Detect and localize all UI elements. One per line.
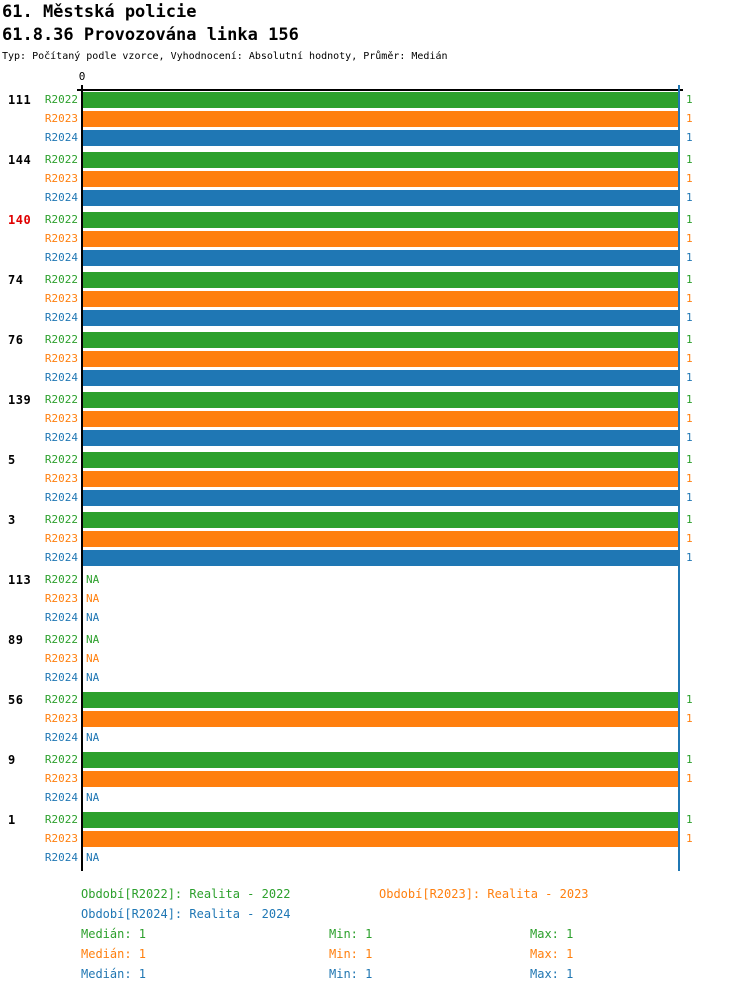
- bar-r2023: [83, 171, 679, 187]
- legend-min-r2023: Min: 1: [329, 947, 373, 961]
- series-row-label: R2023: [44, 172, 78, 185]
- series-row-label: R2023: [44, 712, 78, 725]
- series-row-label: R2022: [44, 153, 78, 166]
- group-label: 111: [8, 93, 32, 107]
- legend-max-r2023: Max: 1: [530, 947, 574, 961]
- x-axis-zero-label: 0: [78, 70, 86, 83]
- chart-rows: [0, 92, 750, 872]
- series-row-label: R2022: [44, 573, 78, 586]
- na-value-label: NA: [86, 633, 100, 646]
- series-row-label: R2024: [44, 731, 78, 744]
- series-row-label: R2023: [44, 532, 78, 545]
- bar-r2024: [83, 190, 679, 206]
- group-label: 74: [8, 273, 24, 287]
- series-row-label: R2022: [44, 333, 78, 346]
- bar-value-label: 1: [686, 153, 693, 166]
- bar-r2023: [83, 411, 679, 427]
- series-row-label: R2022: [44, 693, 78, 706]
- legend-min-r2022: Min: 1: [329, 927, 373, 941]
- series-row-label: R2023: [44, 772, 78, 785]
- bar-value-label: 1: [686, 333, 693, 346]
- bar-value-label: 1: [686, 251, 693, 264]
- group-label: 144: [8, 153, 32, 167]
- group-label: 76: [8, 333, 24, 347]
- bar-r2023: [83, 231, 679, 247]
- bar-value-label: 1: [686, 93, 693, 106]
- chart-title: 61.8.36 Provozována linka 156: [2, 25, 299, 45]
- series-row-label: R2023: [44, 652, 78, 665]
- na-value-label: NA: [86, 671, 100, 684]
- bar-value-label: 1: [686, 551, 693, 564]
- bar-value-label: 1: [686, 112, 693, 125]
- group-label: 139: [8, 393, 32, 407]
- group-label: 113: [8, 573, 32, 587]
- bar-value-label: 1: [686, 213, 693, 226]
- na-value-label: NA: [86, 652, 100, 665]
- series-row-label: R2022: [44, 813, 78, 826]
- bar-value-label: 1: [686, 172, 693, 185]
- bar-r2023: [83, 351, 679, 367]
- series-row-label: R2024: [44, 251, 78, 264]
- group-label: 9: [8, 753, 16, 767]
- bar-value-label: 1: [686, 813, 693, 826]
- bar-r2023: [83, 471, 679, 487]
- legend-period-r2022: Období[R2022]: Realita - 2022: [81, 887, 291, 901]
- bar-r2023: [83, 831, 679, 847]
- series-row-label: R2024: [44, 311, 78, 324]
- bar-r2022: [83, 332, 679, 348]
- bar-r2022: [83, 212, 679, 228]
- series-row-label: R2023: [44, 412, 78, 425]
- gridline-value-1: [678, 85, 680, 871]
- bar-value-label: 1: [686, 292, 693, 305]
- na-value-label: NA: [86, 731, 100, 744]
- series-row-label: R2023: [44, 592, 78, 605]
- group-label: 1: [8, 813, 16, 827]
- legend-period-r2024: Období[R2024]: Realita - 2024: [81, 907, 291, 921]
- legend-median-r2024: Medián: 1: [81, 967, 147, 981]
- bar-r2024: [83, 130, 679, 146]
- series-row-label: R2022: [44, 633, 78, 646]
- series-row-label: R2024: [44, 371, 78, 384]
- bar-value-label: 1: [686, 832, 693, 845]
- bar-value-label: 1: [686, 712, 693, 725]
- bar-r2024: [83, 490, 679, 506]
- group-label: 5: [8, 453, 16, 467]
- page-title: 61. Městská policie: [2, 2, 197, 22]
- bar-r2022: [83, 392, 679, 408]
- legend-min-r2024: Min: 1: [329, 967, 373, 981]
- legend-median-r2022: Medián: 1: [81, 927, 147, 941]
- bar-r2022: [83, 452, 679, 468]
- series-row-label: R2023: [44, 352, 78, 365]
- bar-r2023: [83, 711, 679, 727]
- bar-r2022: [83, 692, 679, 708]
- series-row-label: R2022: [44, 753, 78, 766]
- bar-r2023: [83, 111, 679, 127]
- series-row-label: R2024: [44, 131, 78, 144]
- na-value-label: NA: [86, 592, 100, 605]
- series-row-label: R2022: [44, 513, 78, 526]
- na-value-label: NA: [86, 791, 100, 804]
- series-row-label: R2024: [44, 431, 78, 444]
- series-row-label: R2023: [44, 232, 78, 245]
- bar-r2022: [83, 92, 679, 108]
- series-row-label: R2024: [44, 491, 78, 504]
- series-row-label: R2023: [44, 832, 78, 845]
- series-row-label: R2022: [44, 393, 78, 406]
- bar-value-label: 1: [686, 131, 693, 144]
- series-row-label: R2024: [44, 671, 78, 684]
- bar-r2022: [83, 512, 679, 528]
- series-row-label: R2022: [44, 213, 78, 226]
- series-row-label: R2024: [44, 551, 78, 564]
- series-row-label: R2023: [44, 112, 78, 125]
- bar-value-label: 1: [686, 273, 693, 286]
- bar-value-label: 1: [686, 393, 693, 406]
- series-row-label: R2024: [44, 851, 78, 864]
- series-row-label: R2023: [44, 472, 78, 485]
- bar-value-label: 1: [686, 753, 693, 766]
- bar-value-label: 1: [686, 693, 693, 706]
- bar-value-label: 1: [686, 532, 693, 545]
- series-row-label: R2023: [44, 292, 78, 305]
- bar-r2022: [83, 752, 679, 768]
- bar-value-label: 1: [686, 352, 693, 365]
- na-value-label: NA: [86, 851, 100, 864]
- bar-value-label: 1: [686, 772, 693, 785]
- bar-value-label: 1: [686, 371, 693, 384]
- bar-r2023: [83, 291, 679, 307]
- legend-max-r2022: Max: 1: [530, 927, 574, 941]
- x-axis-line: [77, 89, 683, 91]
- bar-r2024: [83, 550, 679, 566]
- group-label: 3: [8, 513, 16, 527]
- group-label: 56: [8, 693, 24, 707]
- series-row-label: R2022: [44, 453, 78, 466]
- series-row-label: R2022: [44, 273, 78, 286]
- bar-r2022: [83, 152, 679, 168]
- bar-value-label: 1: [686, 412, 693, 425]
- bar-value-label: 1: [686, 232, 693, 245]
- bar-r2024: [83, 250, 679, 266]
- na-value-label: NA: [86, 611, 100, 624]
- series-row-label: R2022: [44, 93, 78, 106]
- legend-period-r2023: Období[R2023]: Realita - 2023: [379, 887, 589, 901]
- legend-max-r2024: Max: 1: [530, 967, 574, 981]
- bar-r2022: [83, 272, 679, 288]
- bar-value-label: 1: [686, 311, 693, 324]
- series-row-label: R2024: [44, 191, 78, 204]
- bar-value-label: 1: [686, 431, 693, 444]
- bar-r2022: [83, 812, 679, 828]
- bar-r2024: [83, 370, 679, 386]
- bar-value-label: 1: [686, 513, 693, 526]
- bar-r2023: [83, 531, 679, 547]
- bar-r2024: [83, 310, 679, 326]
- legend-median-r2023: Medián: 1: [81, 947, 147, 961]
- bar-value-label: 1: [686, 453, 693, 466]
- bar-value-label: 1: [686, 191, 693, 204]
- bar-value-label: 1: [686, 491, 693, 504]
- bar-value-label: 1: [686, 472, 693, 485]
- bar-r2024: [83, 430, 679, 446]
- chart-meta-text: Typ: Počítaný podle vzorce, Vyhodnocení: Absolutní hodnoty, Průměr: Medián: [2, 51, 448, 62]
- series-row-label: R2024: [44, 791, 78, 804]
- group-label: 89: [8, 633, 24, 647]
- series-row-label: R2024: [44, 611, 78, 624]
- group-label: 140: [8, 213, 32, 227]
- bar-r2023: [83, 771, 679, 787]
- na-value-label: NA: [86, 573, 100, 586]
